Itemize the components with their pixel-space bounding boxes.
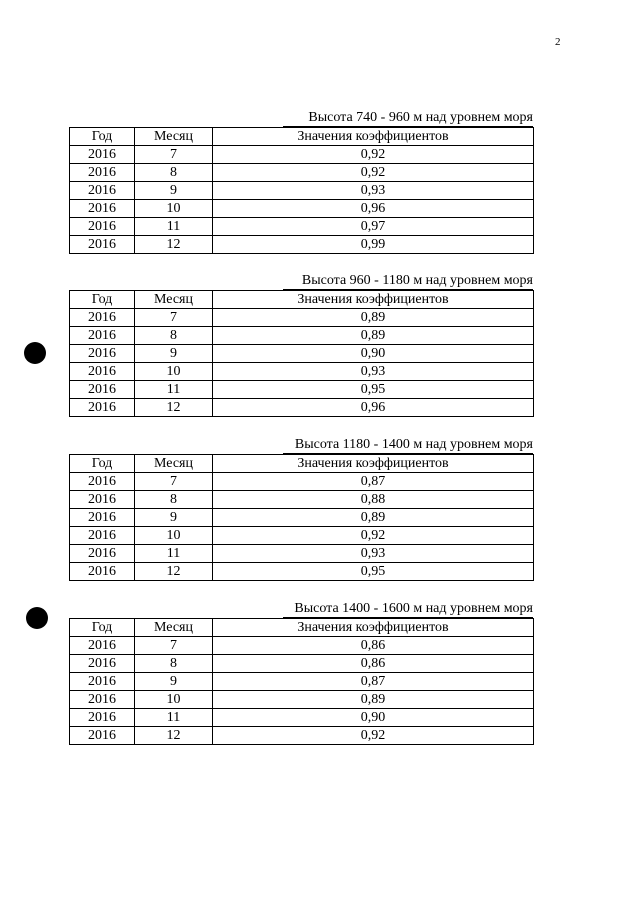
cell-year: 2016 — [70, 709, 135, 727]
cell-value: 0,92 — [213, 527, 534, 545]
cell-year: 2016 — [70, 363, 135, 381]
cell-value: 0,95 — [213, 563, 534, 581]
punch-hole-icon — [26, 607, 48, 629]
cell-value: 0,95 — [213, 381, 534, 399]
cell-value: 0,89 — [213, 509, 534, 527]
header-year: Год — [70, 455, 135, 473]
cell-year: 2016 — [70, 655, 135, 673]
cell-value: 0,93 — [213, 182, 534, 200]
table-row — [70, 509, 534, 527]
header-value: Значения коэффициентов — [213, 291, 534, 309]
cell-year: 2016 — [70, 563, 135, 581]
cell-year: 2016 — [70, 473, 135, 491]
header-year: Год — [70, 128, 135, 146]
header-value: Значения коэффициентов — [213, 619, 534, 637]
table-row — [70, 655, 534, 673]
cell-month: 7 — [135, 637, 213, 655]
cell-year: 2016 — [70, 673, 135, 691]
table-row — [70, 563, 534, 581]
table-row — [70, 182, 534, 200]
header-year: Год — [70, 291, 135, 309]
cell-year: 2016 — [70, 218, 135, 236]
coefficient-table — [69, 618, 534, 745]
cell-month: 12 — [135, 399, 213, 417]
table-row — [70, 200, 534, 218]
cell-year: 2016 — [70, 691, 135, 709]
table-row — [70, 218, 534, 236]
cell-month: 8 — [135, 164, 213, 182]
cell-value: 0,92 — [213, 146, 534, 164]
cell-month: 11 — [135, 709, 213, 727]
cell-value: 0,97 — [213, 218, 534, 236]
cell-month: 7 — [135, 473, 213, 491]
table-row — [70, 345, 534, 363]
cell-value: 0,89 — [213, 691, 534, 709]
table-row — [70, 399, 534, 417]
cell-month: 9 — [135, 673, 213, 691]
coefficient-table — [69, 290, 534, 417]
coefficient-table — [69, 127, 534, 254]
cell-value: 0,90 — [213, 709, 534, 727]
cell-value: 0,89 — [213, 309, 534, 327]
cell-month: 10 — [135, 363, 213, 381]
header-month: Месяц — [135, 455, 213, 473]
table-row — [70, 381, 534, 399]
cell-month: 10 — [135, 527, 213, 545]
cell-value: 0,89 — [213, 327, 534, 345]
cell-month: 8 — [135, 327, 213, 345]
cell-value: 0,93 — [213, 363, 534, 381]
cell-year: 2016 — [70, 345, 135, 363]
header-value: Значения коэффициентов — [213, 128, 534, 146]
cell-month: 11 — [135, 218, 213, 236]
cell-value: 0,86 — [213, 655, 534, 673]
cell-month: 11 — [135, 545, 213, 563]
cell-value: 0,99 — [213, 236, 534, 254]
table-row — [70, 709, 534, 727]
cell-value: 0,92 — [213, 164, 534, 182]
cell-month: 7 — [135, 146, 213, 164]
table-row — [70, 527, 534, 545]
table-row — [70, 327, 534, 345]
cell-year: 2016 — [70, 327, 135, 345]
cell-value: 0,92 — [213, 727, 534, 745]
header-month: Месяц — [135, 128, 213, 146]
table-header-row — [70, 128, 534, 146]
header-month: Месяц — [135, 619, 213, 637]
cell-month: 10 — [135, 691, 213, 709]
cell-year: 2016 — [70, 637, 135, 655]
cell-year: 2016 — [70, 491, 135, 509]
cell-year: 2016 — [70, 182, 135, 200]
table-row — [70, 673, 534, 691]
coefficient-table-block — [69, 110, 533, 254]
table-row — [70, 727, 534, 745]
coefficient-table-block — [69, 437, 533, 581]
table-row — [70, 637, 534, 655]
cell-month: 7 — [135, 309, 213, 327]
cell-month: 12 — [135, 563, 213, 581]
cell-month: 11 — [135, 381, 213, 399]
cell-year: 2016 — [70, 527, 135, 545]
table-row — [70, 473, 534, 491]
coefficient-table-block — [69, 273, 533, 417]
cell-month: 12 — [135, 236, 213, 254]
table-row — [70, 236, 534, 254]
cell-year: 2016 — [70, 200, 135, 218]
cell-year: 2016 — [70, 399, 135, 417]
cell-year: 2016 — [70, 509, 135, 527]
cell-value: 0,96 — [213, 200, 534, 218]
cell-value: 0,96 — [213, 399, 534, 417]
cell-month: 8 — [135, 655, 213, 673]
cell-year: 2016 — [70, 727, 135, 745]
cell-year: 2016 — [70, 164, 135, 182]
cell-month: 9 — [135, 182, 213, 200]
cell-value: 0,88 — [213, 491, 534, 509]
table-row — [70, 691, 534, 709]
cell-value: 0,90 — [213, 345, 534, 363]
cell-value: 0,86 — [213, 637, 534, 655]
cell-month: 9 — [135, 509, 213, 527]
cell-month: 9 — [135, 345, 213, 363]
cell-month: 12 — [135, 727, 213, 745]
table-row — [70, 545, 534, 563]
header-year: Год — [70, 619, 135, 637]
cell-month: 8 — [135, 491, 213, 509]
table-header-row — [70, 455, 534, 473]
coefficient-table-block — [69, 601, 533, 745]
cell-value: 0,87 — [213, 473, 534, 491]
table-header-row — [70, 291, 534, 309]
header-month: Месяц — [135, 291, 213, 309]
table-row — [70, 491, 534, 509]
table-row — [70, 363, 534, 381]
table-row — [70, 309, 534, 327]
cell-year: 2016 — [70, 146, 135, 164]
table-row — [70, 146, 534, 164]
cell-value: 0,87 — [213, 673, 534, 691]
coefficient-table — [69, 454, 534, 581]
table-caption: Высота 1400 - 1600 м над уровнем моря — [283, 601, 533, 618]
table-header-row — [70, 619, 534, 637]
cell-value: 0,93 — [213, 545, 534, 563]
punch-hole-icon — [24, 342, 46, 364]
cell-year: 2016 — [70, 309, 135, 327]
table-caption: Высота 740 - 960 м над уровнем моря — [283, 110, 533, 127]
table-caption: Высота 1180 - 1400 м над уровнем моря — [283, 437, 533, 454]
cell-year: 2016 — [70, 381, 135, 399]
cell-year: 2016 — [70, 545, 135, 563]
header-value: Значения коэффициентов — [213, 455, 534, 473]
page-number: 2 — [555, 36, 561, 48]
cell-month: 10 — [135, 200, 213, 218]
table-caption: Высота 960 - 1180 м над уровнем моря — [283, 273, 533, 290]
cell-year: 2016 — [70, 236, 135, 254]
table-row — [70, 164, 534, 182]
